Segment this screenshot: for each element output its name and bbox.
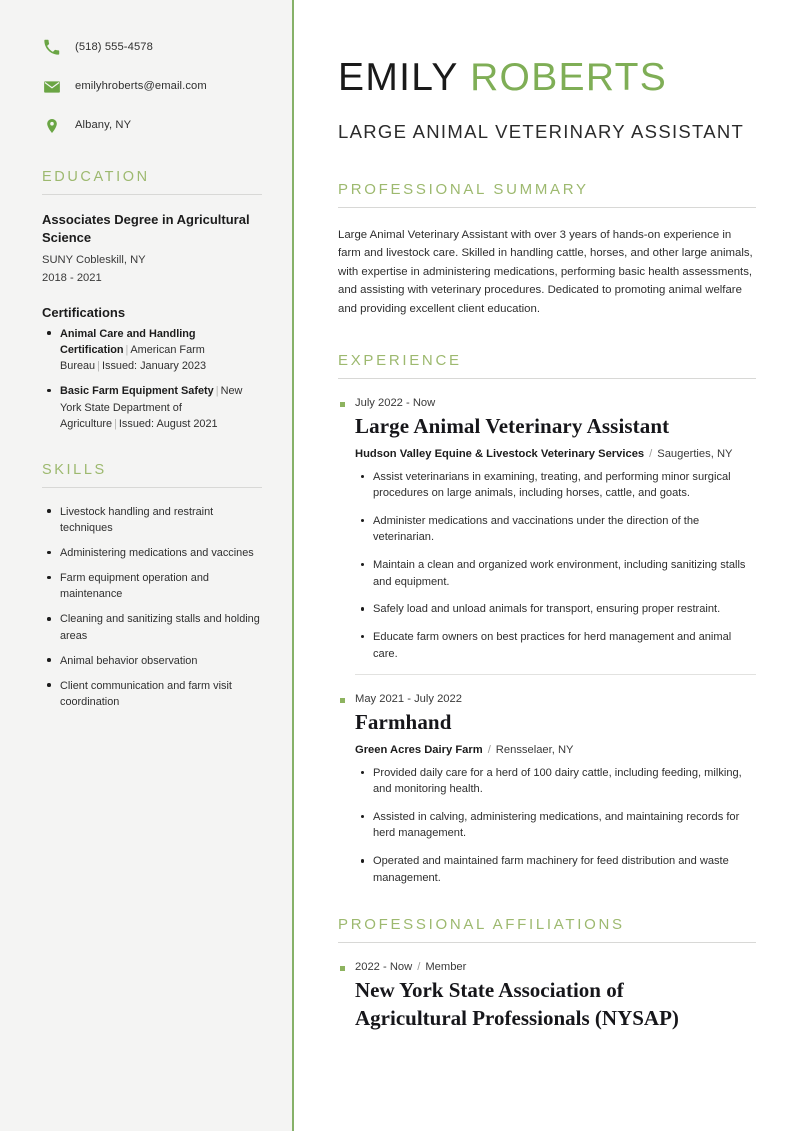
- experience-entry: [338, 397, 756, 662]
- experience-bullet: Assist veterinarians in examining, treating, and performing minor surgical procedures on large animals, including horses, cattle, and goats.: [373, 469, 756, 502]
- contact-phone: [42, 38, 262, 57]
- affiliations-divider: [338, 942, 756, 943]
- education-school: SUNY Cobleskill, NY: [42, 254, 146, 267]
- skill-item: Cleaning and sanitizing stalls and holding areas: [58, 611, 262, 643]
- education-degree: Associates Degree in Agricultural Science: [42, 212, 250, 245]
- experience-bullet: Provided daily care for a herd of 100 dairy cattle, including feeding, milking, and monitoring health.: [373, 765, 756, 798]
- experience-location: Saugerties, NY: [657, 447, 733, 460]
- experience-bullets: [355, 469, 756, 663]
- certification-name: Basic Farm Equipment Safety: [60, 385, 214, 398]
- skill-item: Livestock handling and restraint techniques: [58, 504, 262, 536]
- experience-bullet: Operated and maintained farm machinery for feed distribution and waste management.: [373, 853, 756, 886]
- entry-divider: [355, 674, 756, 675]
- certification-issuer: New York State Department of Agriculture: [60, 385, 243, 430]
- skills-divider: [42, 487, 262, 488]
- summary-section: [338, 181, 756, 318]
- skill-item: Client communication and farm visit coordination: [58, 678, 262, 710]
- experience-divider: [338, 378, 756, 379]
- affiliation-entry: [338, 961, 756, 1032]
- experience-section: [338, 352, 756, 886]
- certification-separator: |: [125, 344, 129, 357]
- skills-list: [42, 504, 262, 710]
- certifications-list: [42, 326, 262, 432]
- first-name: EMILY: [338, 56, 458, 99]
- meta-separator: /: [417, 961, 421, 974]
- education-heading: EDUCATION: [42, 169, 150, 185]
- affiliations-heading: PROFESSIONAL AFFILIATIONS: [338, 916, 625, 934]
- affiliation-dates: 2022 - Now: [355, 961, 413, 974]
- education-dates: 2018 - 2021: [42, 272, 102, 285]
- certification-separator: |: [215, 385, 219, 398]
- skill-item: Administering medications and vaccines: [58, 545, 262, 561]
- affiliation-role: Member: [425, 961, 467, 974]
- certification-issuer: American Farm Bureau: [60, 344, 205, 373]
- sidebar: [0, 0, 294, 1131]
- meta-separator: /: [487, 743, 491, 756]
- experience-bullet: Maintain a clean and organized work environment, including sanitizing stalls and equipment.: [373, 557, 756, 590]
- education-section: [42, 169, 262, 432]
- email-icon: [42, 77, 61, 96]
- certification-issued: Issued: January 2023: [101, 360, 207, 373]
- experience-role: Large Animal Veterinary Assistant: [355, 414, 670, 439]
- affiliation-meta: [338, 961, 756, 973]
- contact-email: [42, 77, 262, 96]
- certification-item: [58, 326, 262, 374]
- experience-dates: July 2022 - Now: [338, 397, 756, 409]
- phone-icon: [42, 38, 61, 57]
- experience-meta: [355, 448, 756, 460]
- experience-bullet: Educate farm owners on best practices for herd management and animal care.: [373, 629, 756, 662]
- certification-item: [58, 383, 262, 431]
- summary-divider: [338, 207, 756, 208]
- certification-separator: |: [97, 360, 100, 373]
- main-column: [294, 0, 800, 1131]
- candidate-name: [338, 58, 756, 99]
- affiliations-section: [338, 916, 756, 1032]
- experience-bullet: Assisted in calving, administering medications, and maintaining records for herd management.: [373, 809, 756, 842]
- education-divider: [42, 194, 262, 195]
- summary-text: Large Animal Veterinary Assistant with over 3 years of hands-on experience in farm and livestock care. Skilled in handling cattle, horses, and other large animals, with expertise in administering medications, performing basic health assessments, and assisting with veterinary procedures. Dedicated to promoting animal welfare and providing excellent client education.: [338, 228, 753, 315]
- experience-bullet: Safely load and unload animals for transport, ensuring proper restraint.: [373, 601, 756, 618]
- experience-role: Farmhand: [355, 710, 452, 735]
- experience-dates: May 2021 - July 2022: [338, 693, 756, 705]
- affiliation-organization: New York State Association of Agricultural Professionals (NYSAP): [355, 978, 679, 1030]
- certification-name: Animal Care and Handling Certification: [60, 327, 196, 357]
- experience-location: Rensselaer, NY: [495, 743, 574, 756]
- experience-bullet: Administer medications and vaccinations under the direction of the veterinarian.: [373, 513, 756, 546]
- experience-bullets: [355, 765, 756, 887]
- certification-issued: Issued: August 2021: [118, 417, 218, 430]
- phone-value: (518) 555-4578: [75, 41, 153, 54]
- experience-company: Hudson Valley Equine & Livestock Veterinary Services: [355, 447, 645, 460]
- contact-location: [42, 116, 262, 135]
- experience-meta: [355, 744, 756, 756]
- experience-company: Green Acres Dairy Farm: [355, 743, 483, 756]
- skills-section: [42, 462, 262, 710]
- skill-item: Farm equipment operation and maintenance: [58, 570, 262, 602]
- certifications-heading: Certifications: [42, 304, 126, 320]
- last-name: ROBERTS: [470, 56, 668, 99]
- location-icon: [42, 116, 61, 135]
- skills-heading: SKILLS: [42, 461, 107, 478]
- email-value: emilyhroberts@email.com: [75, 80, 207, 93]
- certification-separator: |: [114, 417, 117, 430]
- experience-heading: EXPERIENCE: [338, 352, 462, 370]
- summary-heading: PROFESSIONAL SUMMARY: [338, 180, 589, 198]
- skill-item: Animal behavior observation: [58, 653, 262, 669]
- experience-entry: [338, 693, 756, 886]
- candidate-job-title: LARGE ANIMAL VETERINARY ASSISTANT: [338, 120, 745, 142]
- location-value: Albany, NY: [75, 119, 132, 132]
- meta-separator: /: [649, 447, 653, 460]
- contact-list: [42, 38, 262, 135]
